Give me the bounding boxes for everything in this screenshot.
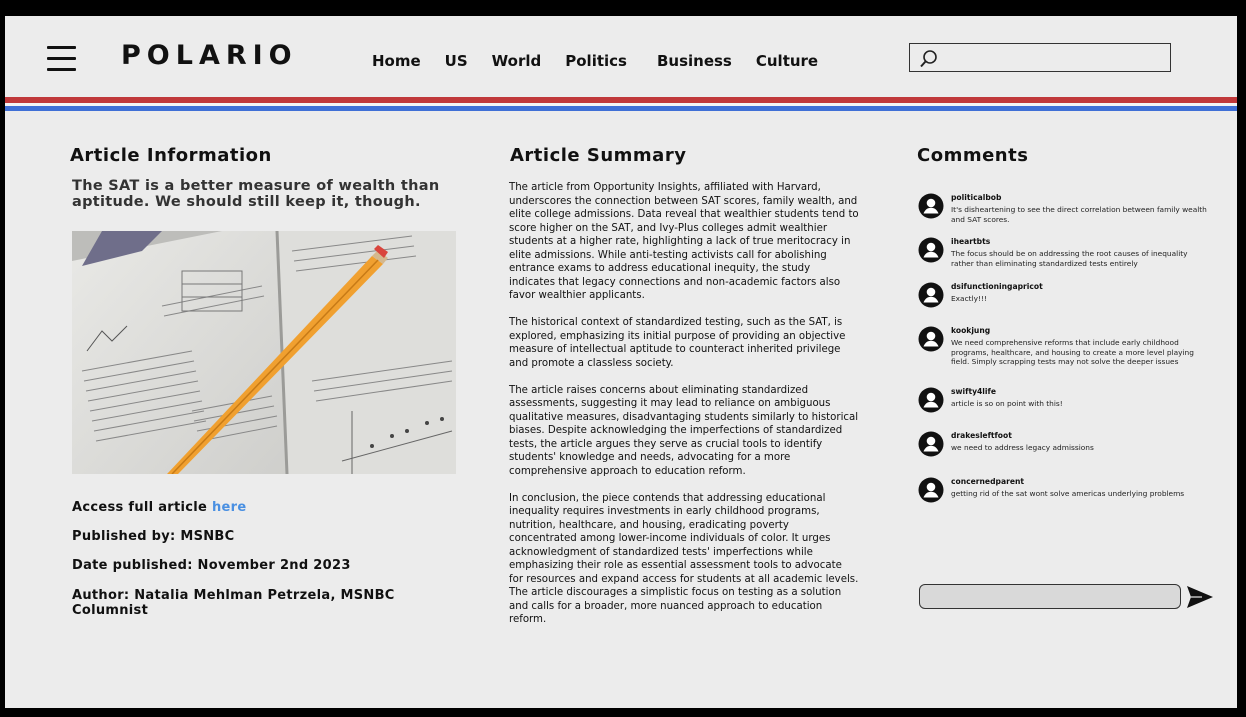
summary-paragraph: The article raises concerns about eliminating standardized assessments, suggesting it may lead to reliance on ambiguous qualitative measures, disadvantaging students similarly to historical biases. Despite acknowledging the imperfections of standardized tests, the article argues they serve as crucial tools to identify students' knowledge and needs, advocating for a more comprehensive approach to education reform. <box>509 384 859 477</box>
avatar-icon <box>918 237 944 263</box>
comment-text: getting rid of the sat wont solve americas underlying problems <box>951 489 1185 498</box>
article-summary-heading: Article Summary <box>510 145 687 166</box>
author: Author: Natalia Mehlman Petrzela, MSNBC Columnist <box>72 588 395 618</box>
comment-username[interactable]: dsifunctioningapricot <box>951 282 1043 291</box>
article-info-heading: Article Information <box>70 145 272 166</box>
full-article-link[interactable]: here <box>212 500 247 515</box>
comment-text: The focus should be on addressing the root causes of inequality rather than eliminating standardized tests entirely <box>951 249 1188 268</box>
comment-input[interactable] <box>928 587 1172 609</box>
search-box <box>909 43 1171 72</box>
search-input[interactable] <box>946 47 1165 69</box>
main-nav <box>372 52 842 70</box>
comment-username[interactable]: iheartbts <box>951 237 991 246</box>
send-icon[interactable] <box>1186 585 1214 609</box>
article-image <box>72 231 456 474</box>
search-icon[interactable] <box>919 49 941 69</box>
comments-heading: Comments <box>917 145 1029 166</box>
comment-text: Exactly!!! <box>951 294 987 303</box>
menu-icon[interactable] <box>47 46 76 72</box>
article-summary <box>509 181 859 640</box>
comment-username[interactable]: swifty4life <box>951 387 996 396</box>
site-logo[interactable]: POLARIO <box>121 40 298 71</box>
avatar-icon <box>918 431 944 457</box>
comment-username[interactable]: politicalbob <box>951 193 1002 202</box>
comment-text: It's disheartening to see the direct correlation between family wealth and SAT scores. <box>951 205 1207 224</box>
comment-username[interactable]: drakesleftfoot <box>951 431 1012 440</box>
nav-culture[interactable]: Culture <box>755 52 819 70</box>
comment-input-box <box>919 584 1181 609</box>
avatar-icon <box>918 193 944 219</box>
nav-politics[interactable]: Politics <box>565 52 627 70</box>
nav-us[interactable]: US <box>444 52 468 70</box>
avatar-icon <box>918 477 944 503</box>
comment-username[interactable]: concernedparent <box>951 477 1025 486</box>
nav-world[interactable]: World <box>491 52 542 70</box>
comment-text: article is so on point with this! <box>951 399 1063 408</box>
comment-text: We need comprehensive reforms that include early childhood programs, healthcare, and housing to create a more level playing field. Simply scrapping tests may not solve the deeper issues <box>951 338 1194 367</box>
page <box>5 16 1237 708</box>
summary-paragraph: In conclusion, the piece contends that addressing educational inequality requires investments in early childhood programs, nutrition, healthcare, and housing, eradicating poverty concentrated among lower-income individuals of color. It urges acknowledgment of standardized tests' imperfections while emphasizing their role as essential assessment tools to advocate for resources and expand access for students at all academic levels. The article discourages a simplistic focus on testing as a solution and calls for a broader, more nuanced approach to education reform. <box>509 492 859 625</box>
comment-username[interactable]: kookjung <box>951 326 991 335</box>
nav-home[interactable]: Home <box>372 52 421 70</box>
article-headline: The SAT is a better measure of wealth than aptitude. We should still keep it, though. <box>72 178 440 210</box>
nav-business[interactable]: Business <box>656 52 732 70</box>
header-stripe-blue <box>5 106 1237 111</box>
comment-text: we need to address legacy admissions <box>951 443 1094 452</box>
published-by: Published by: MSNBC <box>72 529 235 544</box>
avatar-icon <box>918 387 944 413</box>
access-full-article <box>72 500 247 515</box>
access-label: Access full article <box>72 500 212 515</box>
summary-paragraph: The article from Opportunity Insights, affiliated with Harvard, underscores the connection between SAT scores, family wealth, and elite college admissions. Data reveal that wealthier students tend to score higher on the SAT, and Ivy-Plus colleges admit wealthier students at a higher rate, highlighting a lack of true meritocracy in elite admissions. While anti-testing activists call for abolishing entrance exams to address educational inequity, the study indicates that legacy connections and non-academic factors also favor wealthier applicants. <box>509 182 859 301</box>
avatar-icon <box>918 282 944 308</box>
avatar-icon <box>918 326 944 352</box>
summary-paragraph: The historical context of standardized testing, such as the SAT, is explored, emphasizing its initial purpose of providing an objective measure of intellectual aptitude to counteract inherited privilege and promote a classless society. <box>509 317 846 369</box>
date-published: Date published: November 2nd 2023 <box>72 558 351 573</box>
